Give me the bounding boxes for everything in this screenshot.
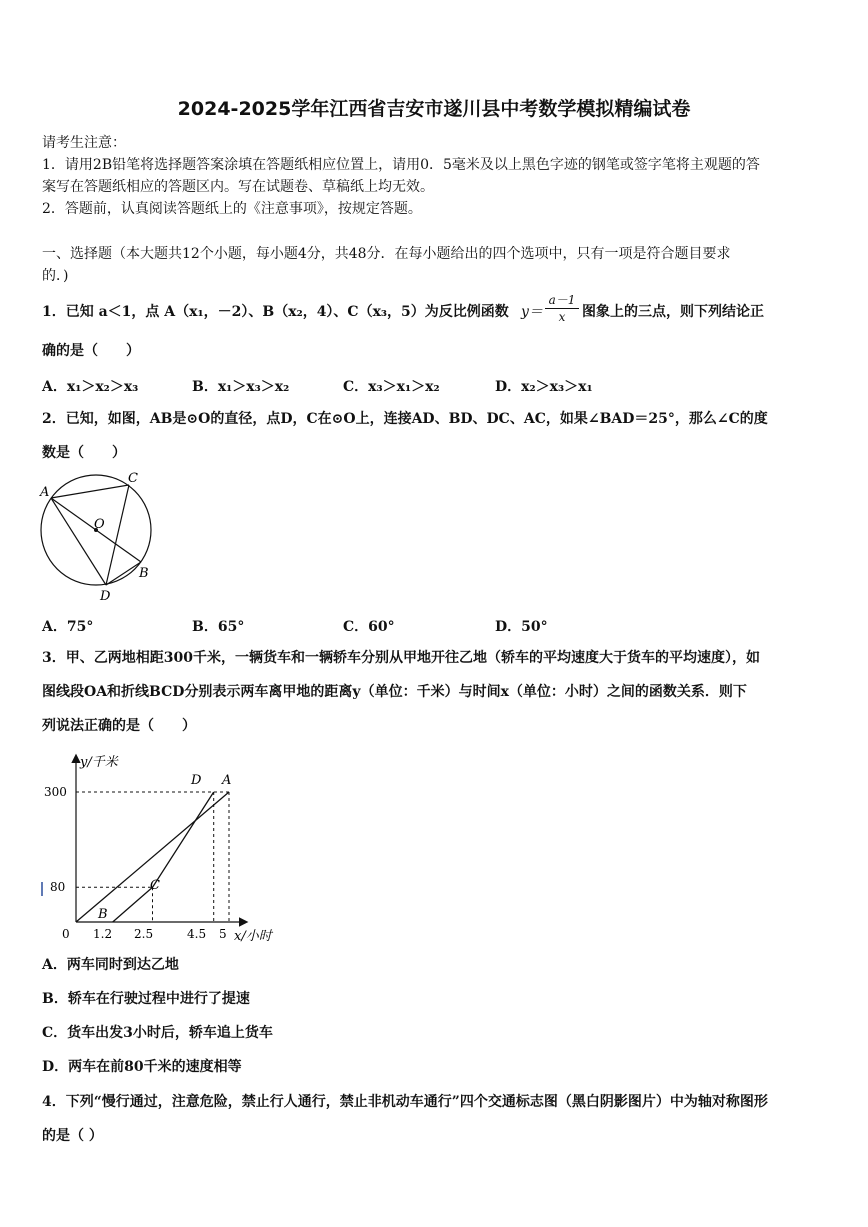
q2-option-c[interactable]: C．60° [343, 619, 395, 635]
question-3-text: 3．甲、乙两地相距300千米，一辆货车和一辆轿车分别从甲地开往乙地（轿车的平均速度大于货车的平均速度），如 [42, 650, 760, 666]
page-title: 2024-2025学年江西省吉安市遂川县中考数学模拟精编试卷 [177, 98, 691, 120]
label-a: A [40, 485, 50, 500]
question-2-text-cont: 数是（ ） [42, 445, 126, 461]
point-label-b: B [98, 907, 108, 922]
q1-func-y: y＝ [521, 304, 543, 320]
segment-bd [106, 562, 141, 585]
circle-figure [34, 470, 164, 605]
q1-option-a[interactable]: A．x₁＞x₂＞x₃ [42, 379, 139, 395]
question-3-text-cont: 图线段OA和折线BCD分别表示两车离甲地的距离y（单位：千米）与时间x（单位：小时）之间的函数关系．则下 [42, 684, 747, 700]
y-axis-label: y/千米 [80, 755, 118, 770]
label-d: D [100, 589, 111, 604]
q1-func-numerator: a－1 [545, 291, 579, 309]
polyline-bcd [113, 792, 214, 922]
q2-option-d[interactable]: D．50° [495, 619, 548, 635]
section-heading-cont: 的．) [42, 268, 69, 284]
q3-option-a[interactable]: A．两车同时到达乙地 [42, 957, 179, 973]
distance-time-graph [36, 748, 286, 948]
question-3-text-cont2: 列说法正确的是（ ） [42, 718, 196, 734]
x-tick-2-5: 2.5 [134, 927, 154, 941]
q2-option-a[interactable]: A．75° [42, 619, 94, 635]
question-2-text: 2．已知，如图，AB是⊙O的直径，点D，C在⊙O上，连接AD、BD、DC、AC，如果∠BAD＝25°，那么∠C的度 [42, 411, 768, 427]
q3-option-c[interactable]: C．货车出发3小时后，轿车追上货车 [42, 1025, 273, 1041]
notice-item-1: 1．请用2B铅笔将选择题答案涂填在答题纸相应位置上，请用0．5毫米及以上黑色字迹的钢笔或签字笔将主观题的答 [42, 157, 760, 173]
y-tick-80: 80 [50, 880, 66, 894]
question-1-text-after: 图象上的三点，则下列结论正 [582, 304, 764, 320]
x-tick-4-5: 4.5 [187, 927, 207, 941]
label-b: B [139, 566, 149, 581]
q1-option-d[interactable]: D．x₂＞x₃＞x₁ [495, 379, 593, 395]
question-4-text: 4．下列“慢行通过，注意危险，禁止行人通行，禁止非机动车通行”四个交通标志图（黑白阴影图片）中为轴对称图形 [42, 1094, 768, 1110]
notice-item-2: 2．答题前，认真阅读答题纸上的《注意事项》，按规定答题。 [42, 201, 422, 217]
label-c: C [128, 471, 138, 486]
segment-ad [51, 498, 106, 585]
q1-func-denominator: x [558, 310, 566, 324]
x-axis-label: x/小时 [234, 929, 272, 944]
question-1-text: 1．已知 a＜1，点 A（x₁，－2）、B（x₂，4）、C（x₃，5）为反比例函数 [42, 304, 509, 320]
q2-option-b[interactable]: B．65° [192, 619, 245, 635]
label-o: O [94, 517, 105, 532]
q1-option-b[interactable]: B．x₁＞x₃＞x₂ [192, 379, 290, 395]
x-tick-0: 0 [62, 927, 70, 941]
point-label-c: C [150, 878, 160, 893]
question-4-text-cont: 的是（ ） [42, 1128, 103, 1144]
segment-cd [106, 485, 129, 585]
q3-option-d[interactable]: D．两车在前80千米的速度相等 [42, 1059, 242, 1075]
notice-heading: 请考生注意： [42, 135, 126, 151]
x-tick-5: 5 [219, 927, 227, 941]
notice-item-1-cont: 案写在答题纸相应的答题区内。写在试题卷、草稿纸上均无效。 [42, 179, 434, 195]
q3-option-b[interactable]: B．轿车在行驶过程中进行了提速 [42, 991, 250, 1007]
y-tick-300: 300 [44, 785, 67, 799]
point-label-d: D [191, 773, 202, 788]
x-tick-1-2: 1.2 [93, 927, 113, 941]
q1-option-c[interactable]: C．x₃＞x₁＞x₂ [343, 379, 440, 395]
point-label-a: A [222, 773, 232, 788]
segment-oa [76, 792, 229, 922]
section-heading: 一、选择题（本大题共12个小题，每小题4分，共48分．在每小题给出的四个选项中，只有一项是符合题目要求 [42, 246, 731, 262]
question-1-text-cont: 确的是（ ） [42, 343, 140, 359]
